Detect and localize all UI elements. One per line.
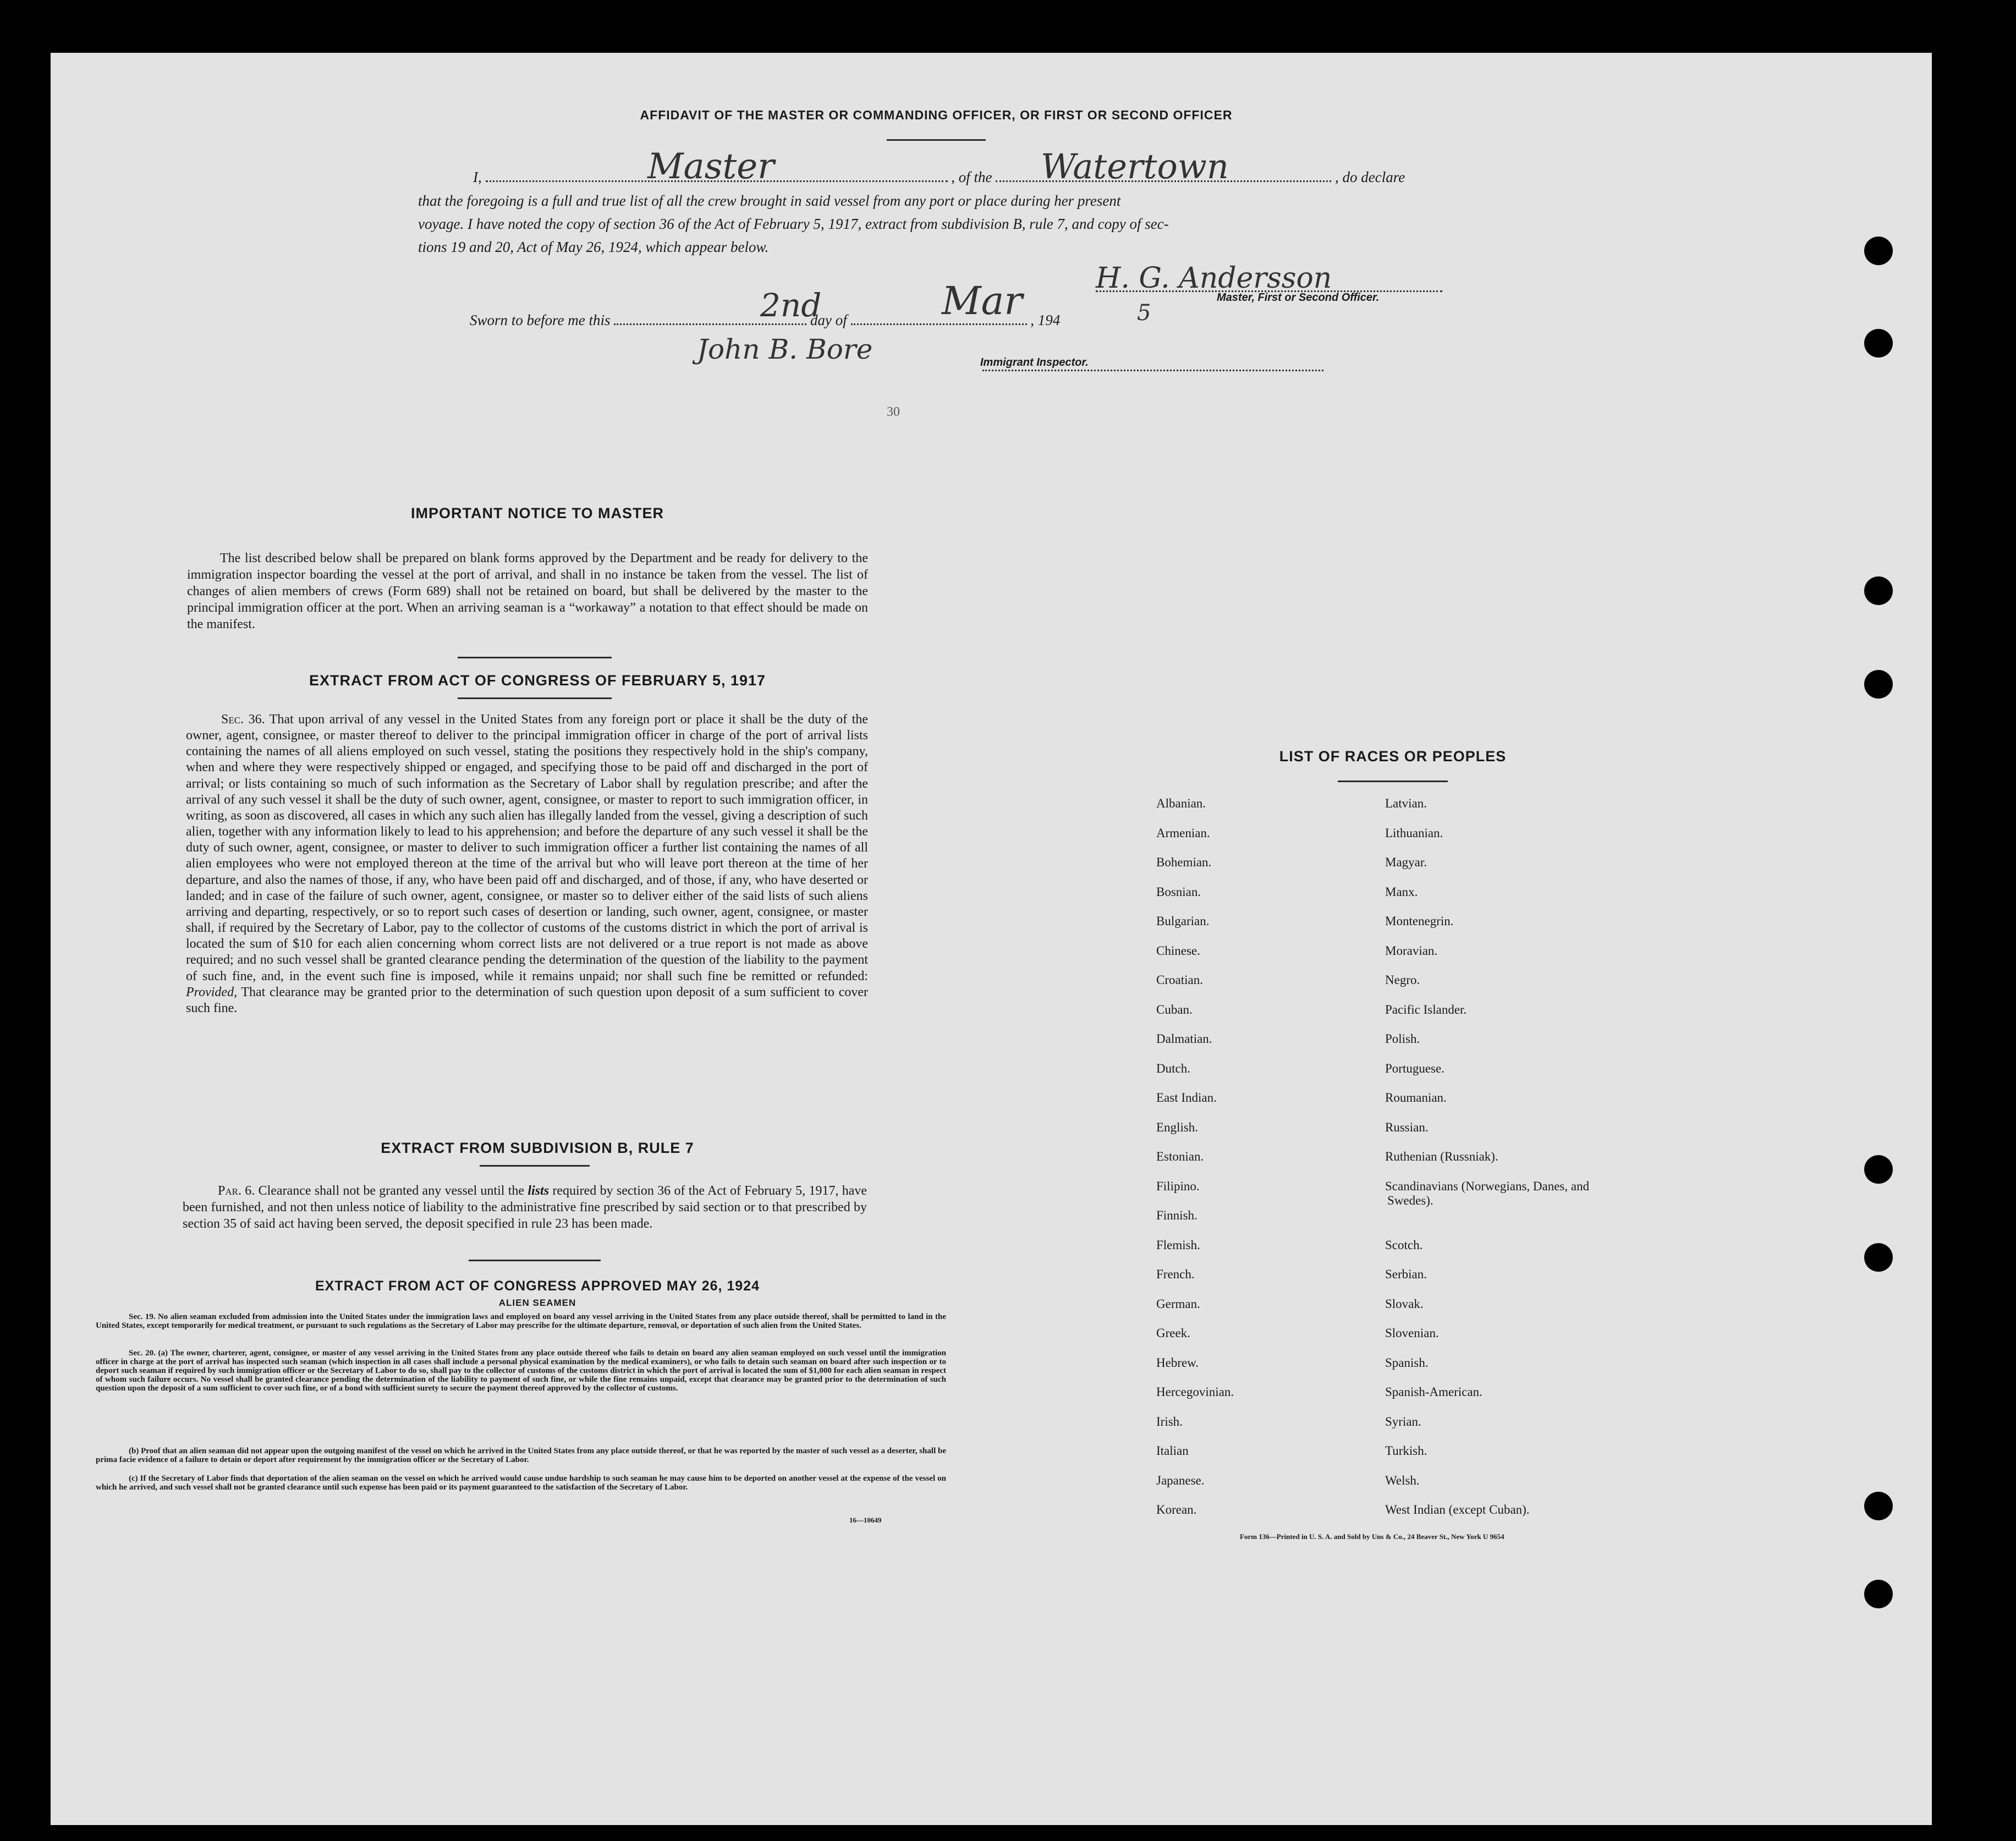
race-item: Moravian.	[1385, 943, 1438, 958]
declare-line-3: voyage. I have noted the copy of section 36 of the Act of February 5, 1917, extract from subdivision B, rule 7, and copy of sec-	[418, 216, 1169, 232]
of-the-label: , of the	[951, 169, 992, 185]
sec-20b-text: (b) Proof that an alien seaman did not appear upon the outgoing manifest of the vessel on which he arrived in the United States from any place outside thereof, or that he was reported by the master of such vessel as a deserter, shall be prima facie evidence of a failure to detain or deport after requirement by the immigration officer or the Secretary of Labor.	[96, 1447, 946, 1464]
binder-hole	[1864, 1155, 1893, 1184]
race-item: Spanish.	[1385, 1355, 1429, 1370]
provided-word: Provided,	[186, 985, 238, 999]
race-item: Slovak.	[1385, 1296, 1424, 1311]
race-item: Bulgarian.	[1156, 914, 1210, 928]
extract-1917-rule	[458, 697, 612, 699]
declare-line-4: tions 19 and 20, Act of May 26, 1924, which appear below.	[418, 239, 769, 255]
binder-hole	[1864, 329, 1893, 358]
sec-36-label: Sec. 36.	[221, 712, 265, 727]
alien-seamen-subtitle: ALIEN SEAMEN	[498, 1298, 576, 1308]
races-title: LIST OF RACES OR PEOPLES	[1279, 748, 1507, 765]
year-prefix: , 194	[1030, 312, 1061, 328]
races-left-column	[1156, 796, 1376, 1532]
sec-19-text: Sec. 19. No alien seaman excluded from admission into the United States under the immigration laws and employed on board any vessel arriving in the United States from any place outside thereof, shall be permitted to land in the United States, except temporarily for medical treatment, or pursuant to such regulations as the Secretary of Labor may prescribe for the ultimate departure, removal, or deportation of such alien from the United States.	[96, 1312, 946, 1330]
race-item: Lithuanian.	[1385, 826, 1443, 840]
par-6-label: Par. 6.	[218, 1184, 255, 1198]
race-item: Serbian.	[1385, 1267, 1427, 1281]
declare-line-2: that the foregoing is a full and true list of all the crew brought in said vessel from any port or place during her present	[418, 193, 1121, 209]
manifest-page	[51, 53, 1932, 1825]
par-6-body	[183, 1183, 867, 1232]
print-code: 16—10649	[849, 1516, 882, 1524]
race-item: Portuguese.	[1385, 1061, 1444, 1075]
race-item: Slovenian.	[1385, 1326, 1439, 1340]
day-of-label: day of	[810, 312, 847, 328]
races-right-column	[1385, 796, 1616, 1532]
race-item: Armenian.	[1156, 826, 1210, 840]
par-6-text-b: required by section 36 of the Act of February 5, 1917, have been furnished, and not then unless notice of liability to the administrative fine prescribed by said section or to that prescribed by section 35 of said act having been served, the deposit specified in rule 23 has been made.	[183, 1184, 867, 1231]
notice-title: IMPORTANT NOTICE TO MASTER	[411, 505, 664, 521]
race-item: Flemish.	[1156, 1238, 1200, 1252]
race-item: Italian	[1156, 1444, 1189, 1458]
race-item: Bohemian.	[1156, 855, 1212, 869]
extract-1917-title: EXTRACT FROM ACT OF CONGRESS OF FEBRUARY 5, 1917	[309, 672, 766, 689]
race-item: Ruthenian (Russniak).	[1385, 1150, 1498, 1163]
race-item: Polish.	[1385, 1032, 1420, 1046]
subdivision-title: EXTRACT FROM SUBDIVISION B, RULE 7	[381, 1140, 694, 1156]
par-6-text-a: Clearance shall not be granted any vessel until the	[258, 1184, 525, 1198]
race-item: Croatian.	[1156, 973, 1203, 987]
sworn-month-handwritten: Mar	[942, 278, 1023, 323]
binder-hole	[1864, 1243, 1893, 1272]
races-rule	[1338, 781, 1448, 782]
race-item: Hebrew.	[1156, 1355, 1199, 1370]
do-declare-label: , do declare	[1335, 169, 1405, 185]
vessel-handwritten: Watertown	[1041, 146, 1229, 186]
binder-hole	[1864, 1492, 1893, 1520]
race-item: Filipino.	[1156, 1179, 1200, 1193]
binder-hole	[1864, 576, 1893, 605]
lists-word: lists	[528, 1184, 550, 1198]
race-item: German.	[1156, 1296, 1200, 1311]
master-signature: H. G. Andersson	[1096, 262, 1332, 295]
race-item: Dutch.	[1156, 1061, 1190, 1075]
sec-20a-text: Sec. 20. (a) The owner, charterer, agent, consignee, or master of any vessel arriving in the United States from any place outside thereof who fails to detain on board any alien seaman employed on such vessel until the immigration officer in charge at the port of arrival has inspected such seaman (which inspection in all cases shall include a personal physical examination by the medical examiners), or who fails to detain such seaman on board after such inspection or to deport such seaman if required by such immigration officer or the Secretary of Labor to do so, shall pay to the collector of customs of the customs district in which the port of arrival is located the sum of $1,000 for each alien seaman in respect of whom such failure occurs. No vessel shall be granted clearance pending the determination of the liability to payment of such fine, or while the fine remains unpaid, except that clearance may be granted prior to the determination of such question upon the deposit of a sum sufficient to cover such fine, or of a bond with sufficient surety to secure the payment thereof approved by the collector of customs.	[96, 1349, 946, 1393]
race-item: Spanish-American.	[1385, 1385, 1482, 1399]
stamp-number: 30	[887, 405, 900, 419]
i-prefix: I,	[473, 169, 482, 185]
year-handwritten: 5	[1137, 300, 1151, 326]
race-item: Scotch.	[1385, 1238, 1423, 1252]
race-item: Montenegrin.	[1385, 914, 1454, 928]
title-rule	[887, 139, 986, 141]
race-item: Welsh.	[1385, 1473, 1420, 1487]
affidavit-title: AFFIDAVIT OF THE MASTER OR COMMANDING OFFICER, OR FIRST OR SECOND OFFICER	[640, 108, 1233, 122]
race-item: Irish.	[1156, 1414, 1183, 1428]
extract-1924-title: EXTRACT FROM ACT OF CONGRESS APPROVED MAY 26, 1924	[315, 1278, 760, 1294]
race-item: Albanian.	[1156, 796, 1206, 810]
race-item: Korean.	[1156, 1503, 1197, 1516]
race-item: Turkish.	[1385, 1444, 1427, 1458]
sworn-day-handwritten: 2nd	[760, 287, 822, 324]
race-item: East Indian.	[1156, 1091, 1217, 1104]
race-item: Hercegovinian.	[1156, 1385, 1234, 1399]
sworn-prefix: Sworn to before me this	[470, 312, 611, 328]
race-item: Scandinavians (Norwegians, Danes, and Swedes).	[1385, 1179, 1590, 1207]
sec-20c-text: (c) If the Secretary of Labor finds that deportation of the alien seaman on the vessel on which he arrived would cause undue hardship to such seaman he may cause him to be deported on another vessel at the expense of the vessel on which he arrived, and such vessel shall not be granted clearance until such expense has been paid or its payment guaranteed to the satisfaction of the Secretary of Labor.	[96, 1474, 946, 1492]
race-item: West Indian (except Cuban).	[1385, 1503, 1530, 1516]
sec-36-text: That upon arrival of any vessel in the United States from any foreign port or place it shall be the duty of the owner, agent, consignee, or master thereof to deliver to the principal immigration officer in charge of the port of arrival lists containing the names of all aliens employed on such vessel, stating the positions they respectively hold in the ship's company, when and where they were respectively shipped or engaged, and specifying those to be paid off and discharged in the port of arrival; or lists containing so much of such information as the Secretary of Labor shall by regulation prescribe; and after the arrival of any such vessel it shall be the duty of such owner, agent, consignee, or master to report to such immigration officer, in writing, as soon as discovered, all cases in which any such alien has illegally landed from the vessel, giving a description of such alien, together with any information likely to lead to his apprehension; and before the departure of any such vessel it shall be the duty of such owner, agent, consignee, or master to deliver to such immigration officer a further list containing the names of all alien employees who were not employed thereon at the time of the arrival but who will leave port thereon at the time of her departure, and also the names of those, if any, who have been paid off and discharged, and of those, if any, who have deserted or landed; and in case of the failure of such owner, agent, consignee, or master so to deliver either of the said lists of such aliens arriving and departing, respectively, or so to report such cases of desertion or landing, such owner, agent, consignee, or master shall, if required by the Secretary of Labor, pay to the collector of customs of the customs district in which the port of arrival is located the sum of $10 for each alien concerning whom correct lists are not delivered or a true report is not made as above required; and no such vessel shall be granted clearance pending the determination of the question of the liability to the payment of such fine, and, in the event such fine is imposed, while it remains unpaid; nor shall such fine be remitted or refunded:	[186, 712, 869, 983]
race-item: English.	[1156, 1120, 1199, 1134]
inspector-caption: Immigrant Inspector.	[980, 356, 1089, 369]
race-item: Japanese.	[1156, 1473, 1205, 1487]
race-item: Negro.	[1385, 973, 1420, 987]
race-item: Roumanian.	[1385, 1091, 1447, 1104]
race-item: Manx.	[1385, 884, 1418, 899]
declare-line	[473, 168, 1510, 186]
race-item: Bosnian.	[1156, 884, 1201, 899]
notice-text: The list described below shall be prepared on blank forms approved by the Department and be ready for delivery to the immigration inspector boarding the vessel at the port of arrival, and shall in no instance be taken from the vessel. The list of changes of alien members of crews (Form 689) shall not be retained on board, but shall be delivered by the master to the principal immigration officer at the port. When an arriving seaman is a “workaway” a notation to that effect should be made on the manifest.	[187, 551, 868, 631]
inspector-signature: John B. Bore	[697, 333, 873, 365]
race-item: Chinese.	[1156, 943, 1200, 958]
subdivision-end-rule	[469, 1260, 601, 1261]
binder-hole	[1864, 670, 1893, 699]
form-footer: Form 136—Printed in U. S. A. and Sold by Uns & Co., 24 Beaver St., New York U 9654	[1240, 1532, 1504, 1541]
race-item: Estonian.	[1156, 1150, 1204, 1163]
master-caption: Master, First or Second Officer.	[1217, 292, 1380, 304]
notice-body	[187, 550, 868, 633]
binder-hole	[1864, 237, 1893, 265]
race-item: Russian.	[1385, 1120, 1429, 1134]
race-item: Magyar.	[1385, 855, 1427, 869]
race-item: Cuban.	[1156, 1002, 1193, 1016]
race-item: Finnish.	[1156, 1208, 1197, 1222]
race-item: Syrian.	[1385, 1414, 1421, 1428]
race-item: Greek.	[1156, 1326, 1190, 1340]
sec-36-text-end: That clearance may be granted prior to the determination of such question upon deposit of a sum sufficient to cover such fine.	[186, 985, 868, 1015]
notice-rule	[458, 657, 612, 658]
race-item: Dalmatian.	[1156, 1032, 1212, 1046]
race-item: French.	[1156, 1267, 1195, 1281]
subdivision-rule	[480, 1165, 590, 1167]
binder-hole	[1864, 1580, 1893, 1608]
sec-36-body	[186, 712, 868, 1016]
race-item: Latvian.	[1385, 796, 1427, 810]
race-item: Pacific Islander.	[1385, 1002, 1467, 1016]
name-handwritten: Master	[647, 146, 774, 187]
